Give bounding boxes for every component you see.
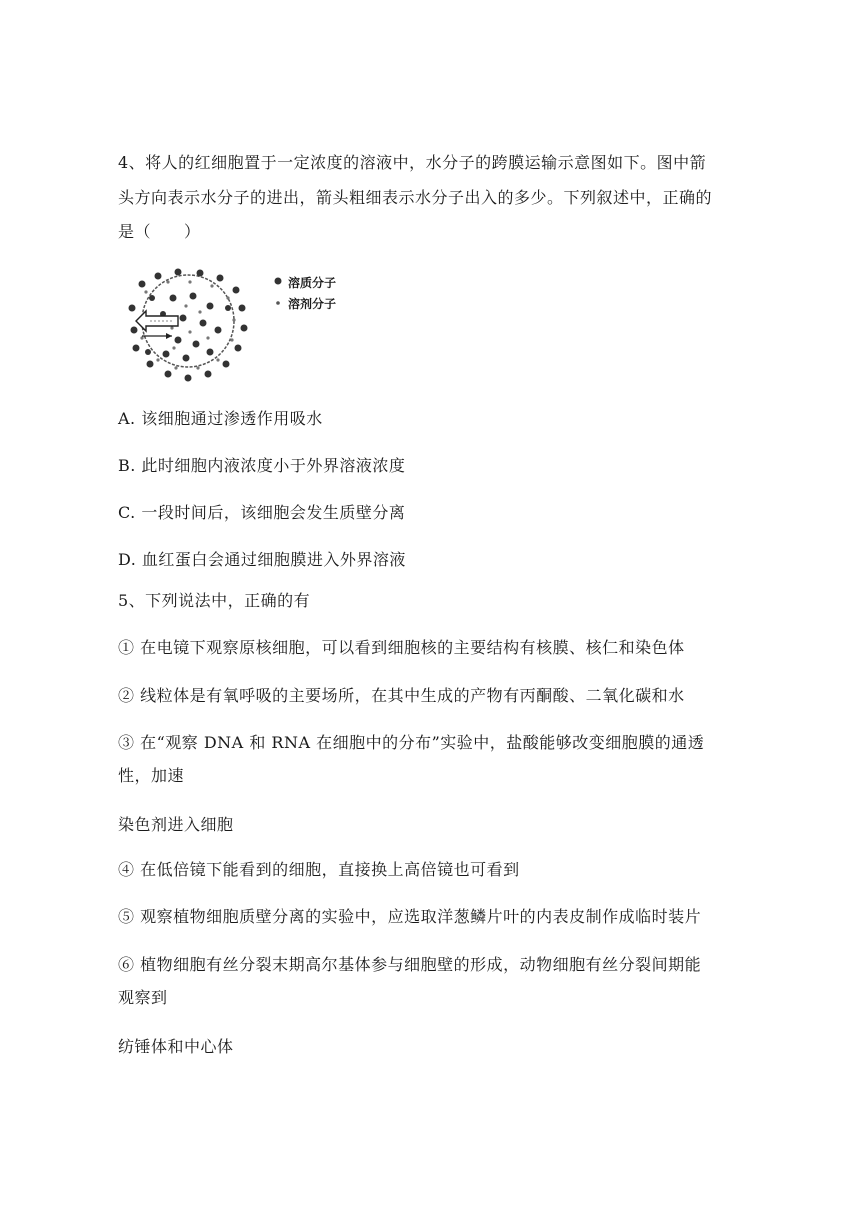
q5-stem: 5、下列说法中，正确的有	[118, 591, 311, 610]
q5-item-6-line1: ⑥ 植物细胞有丝分裂末期高尔基体参与细胞壁的形成，动物细胞有丝分裂间期能	[118, 955, 702, 974]
legend	[275, 278, 282, 305]
q5-item-5: ⑤ 观察植物细胞质壁分离的实验中，应选取洋葱鳞片叶的内表皮制作成临时装片	[118, 907, 702, 926]
q4-stem-line3: 是（ ）	[118, 222, 201, 241]
q5-item-4: ④ 在低倍镜下能看到的细胞，直接换上高倍镜也可看到	[118, 860, 520, 879]
q4-option-a: A. 该细胞通过渗透作用吸水	[118, 409, 323, 428]
legend-solvent-dot	[276, 301, 280, 305]
q5-item-2: ② 线粒体是有氧呼吸的主要场所，在其中生成的产物有丙酮酸、二氧化碳和水	[118, 686, 685, 705]
q4-stem-line1: 4、将人的红细胞置于一定浓度的溶液中，水分子的跨膜运输示意图如下。图中箭	[118, 153, 707, 172]
q5-item-6-line3: 纺锤体和中心体	[118, 1037, 234, 1056]
q4-option-c: C. 一段时间后，该细胞会发生质壁分离	[118, 503, 406, 522]
q5-item-3-line2: 性，加速	[118, 766, 185, 785]
osmosis-figure	[128, 268, 368, 383]
legend-solvent-label: 溶剂分子	[288, 297, 337, 311]
q4-stem-line2: 头方向表示水分子的进出，箭头粗细表示水分子出入的多少。下列叙述中，正确的	[118, 188, 713, 207]
q5-item-1: ① 在电镜下观察原核细胞，可以看到细胞核的主要结构有核膜、核仁和染色体	[118, 638, 685, 657]
q4-option-b: B. 此时细胞内液浓度小于外界溶液浓度	[118, 456, 406, 475]
q5-item-3-line3: 染色剂进入细胞	[118, 815, 234, 834]
q5-item-3-line1: ③ 在“观察 DNA 和 RNA 在细胞中的分布”实验中，盐酸能够改变细胞膜的通透	[118, 733, 705, 752]
water-arrows	[136, 311, 178, 339]
legend-solute-label: 溶质分子	[288, 276, 337, 290]
q4-option-d: D. 血红蛋白会通过细胞膜进入外界溶液	[118, 550, 406, 569]
q5-item-6-line2: 观察到	[118, 988, 168, 1007]
legend-solute-dot	[275, 278, 282, 285]
